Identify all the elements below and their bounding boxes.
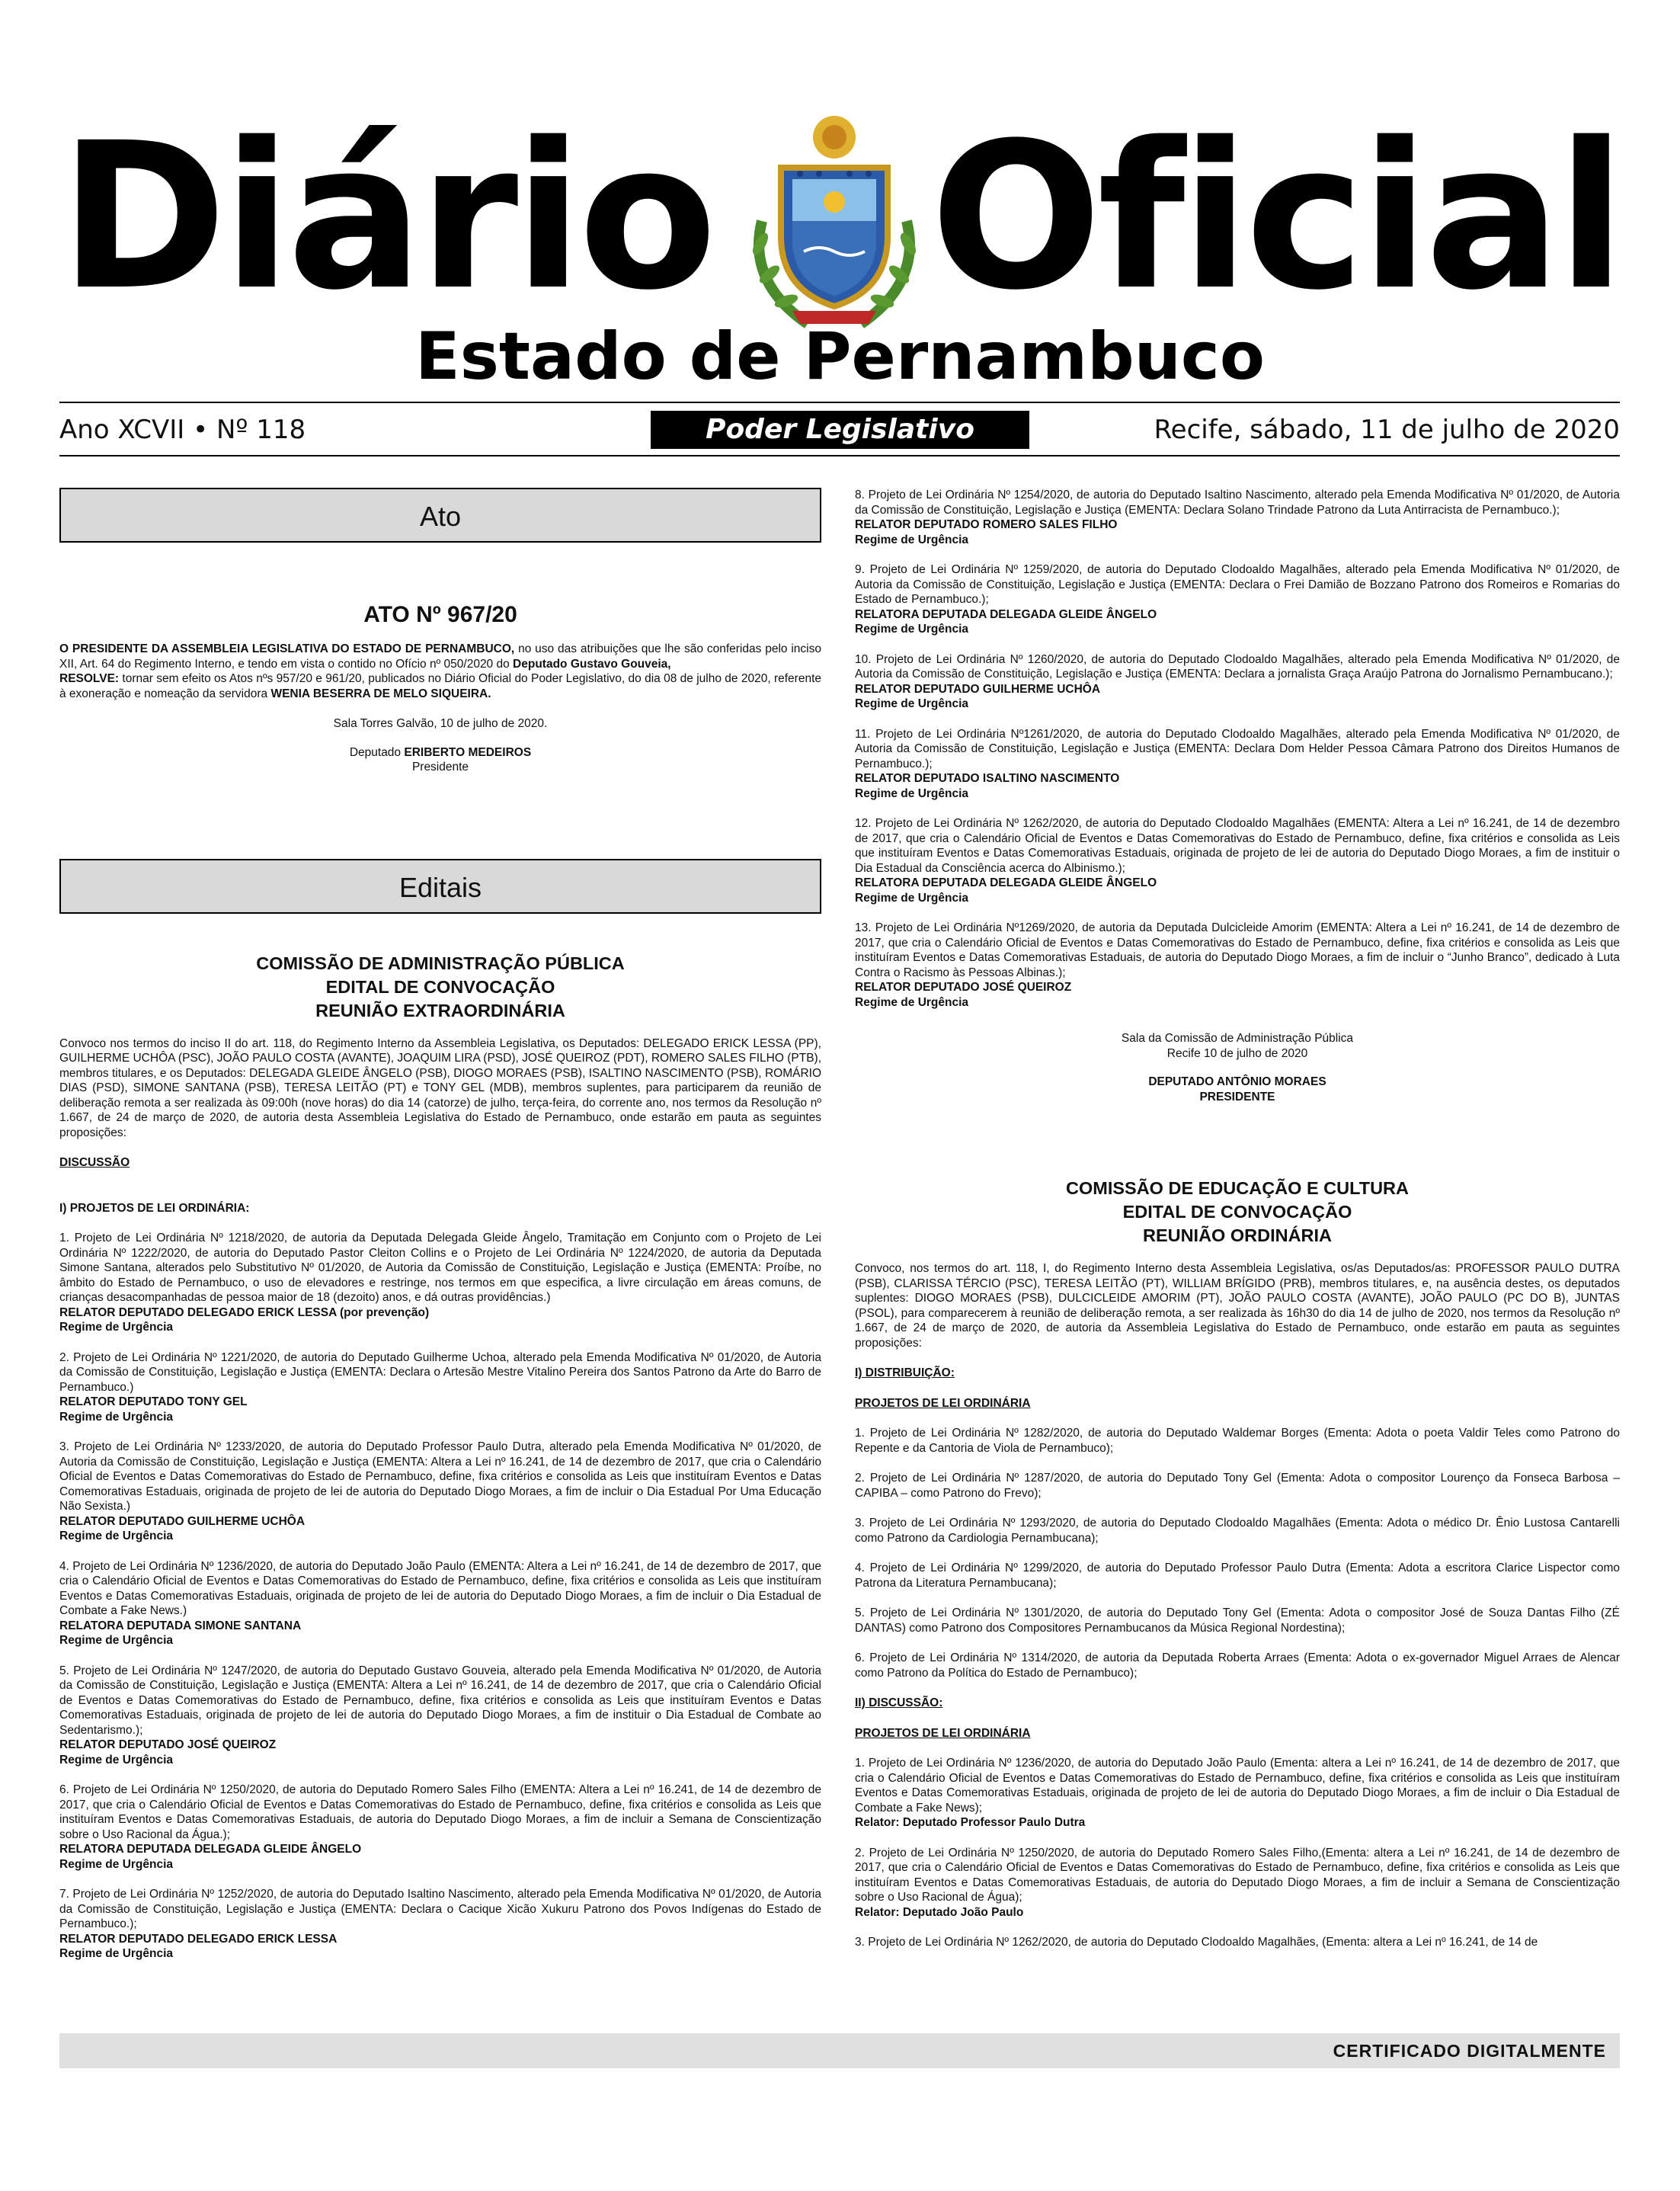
notice-title: EDITAL DE CONVOCAÇÃO [325,976,555,997]
notice-date: Recife 10 de julho de 2020 [1166,1046,1308,1060]
bill-text: 1. Projeto de Lei Ordinária Nº 1236/2020, de autoria do Deputado João Paulo (Ementa: altera a Lei nº 16.241, de 14 de dezembro de 2017, que cria o Calendário Oficial de Eventos e Datas Comemorativas do Estado de Pernambuco, define, fixa critérios e consolida as Leis que instituíram Eventos e Datas Comemorativas Estaduais, originada de projeto de lei de autoria do Deputado Diogo Moraes, a fim de incluir o Dia Estadual de Combate a Fake News); [855,1757,1620,1815]
bill-regime: Regime de Urgência [59,1634,174,1647]
bill-regime: Regime de Urgência [855,891,969,905]
bill-text: 12. Projeto de Lei Ordinária Nº 1262/2020, de autoria do Deputado Clodoaldo Magalhães (EMENTA: Altera a Lei nº 16.241, de 14 de dezembro de 2017, que cria o Calendário Oficial de Eventos e Datas Comemorativas do Estado de Pernambuco, define, fixa critérios e consolida as Leis que instituíram Eventos e Datas Comemorativas Estaduais, originada de projeto de lei de autoria do Deputado Diogo Moraes, a fim de instituir o Dia Estadual da Consciência acerca do Albinismo.); [855,817,1620,875]
bill-rapporteur: Relator: Deputado João Paulo [855,1905,1024,1919]
bill-text: 1. Projeto de Lei Ordinária Nº 1218/2020, de autoria da Deputada Delegada Gleide Ângelo, Tramitação em Conjunto com o Projeto de Lei Ordinária Nº 1222/2020, de autoria do Deputado Pastor Cleiton Collins e o Projeto de Lei Ordinária Nº 1224/2020, de autoria da Deputada Simone Santana, alterados pelo Substitutivo Nº 01/2020, de Autoria da Comissão de Constituição, Legislação e Justiça (EMENTA: Proíbe, no âmbito do Estado de Pernambuco, o uso de elevadores e restringe, nos termos em que especifica, a livre circulação em áreas comuns, de crianças desacompanhadas de pessoa maior de 18 (dezoito) anos, e dá outras providências.) [59,1232,821,1304]
bill-regime: Regime de Urgência [855,995,969,1009]
bill-rapporteur: RELATOR DEPUTADO GUILHERME UCHÔA [855,682,1101,696]
bill-item [855,562,1620,637]
act-title: ATO Nº 967/20 [363,602,517,627]
bill-item [59,1887,821,1962]
bill-regime: Regime de Urgência [59,1530,174,1542]
notice-title: EDITAL DE CONVOCAÇÃO [1122,1202,1352,1222]
bill-text: 5. Projeto de Lei Ordinária Nº 1301/2020, de autoria do Deputado Tony Gel (Ementa: Adota o compositor José de Souza Dantas Filho (ZÉ DANTAS) como Patrono dos Compositores Pernambucanos da Música Regional Nordestina); [855,1606,1620,1635]
bill-item [855,727,1620,802]
notice-title: COMISSÃO DE ADMINISTRAÇÃO PÚBLICA [256,953,625,973]
act-body-issuer: O PRESIDENTE DA ASSEMBLEIA LEGISLATIVA DO ESTADO DE PERNAMBUCO, [59,642,515,655]
notice-title: REUNIÃO EXTRAORDINÁRIA [315,1000,565,1020]
bill-item [855,1516,1620,1546]
bill-text: 4. Projeto de Lei Ordinária Nº 1236/2020, de autoria do Deputado João Paulo (EMENTA: Altera a Lei nº 16.241, de 14 de dezembro de 2017, que cria o Calendário Oficial de Eventos e Datas Comemorativas do Estado de Pernambuco, define, fixa critérios e consolida as Leis que instituíram Eventos e Datas Comemorativas Estaduais, originada de projeto de lei de autoria do Deputado Diogo Moraes, a fim de incluir o Dia Estadual de Combate a Fake News.) [59,1559,821,1617]
notice-signature-role: PRESIDENTE [1199,1090,1275,1104]
notice-distribution-heading: I) DISTRIBUIÇÃO: [855,1366,955,1379]
discussion-bill-list [855,1756,1620,1950]
bill-item [59,1783,821,1872]
bill-text: 1. Projeto de Lei Ordinária Nº 1282/2020, de autoria do Deputado Waldemar Borges (Ementa: Adota o poeta Valdir Teles como Patrono do Repente e da Cantoria de Viola de Pernambuco); [855,1427,1620,1455]
bill-rapporteur: RELATOR DEPUTADO GUILHERME UCHÔA [59,1514,306,1528]
bill-text: 3. Projeto de Lei Ordinária Nº 1293/2020, de autoria do Deputado Clodoaldo Magalhães (Ementa: Adota o médico Dr. Ênio Lustosa Cantarelli como Patrono da Cardiologia Pernambucana); [855,1517,1620,1545]
bill-item [855,488,1620,547]
bill-regime: Regime de Urgência [855,697,969,710]
act-signature-role: Presidente [411,761,469,774]
notice-body-text: Convoco, nos termos do art. 118, I, do Regimento Interno desta Assembleia Legislativa, os/as Deputados/as: PROFESSOR PAULO DUTRA (PSB), CLARISSA TÉRCIO (PSC), TERESA LEITÃO (PT), WILLIAM BRÍGIDO (PRB), membros titulares, e, na ausência destes, os deputados suplentes: DIOGO MORAES (PSB), DULCICLEIDE AMORIM (PT), JOÃO PAULO COSTA (AVANTE), JOÃO PAULO (PC DO B), JUNTAS (PSOL), para comparecerem à reunião de deliberação remota, a ser realizada às 16h30 do dia 14 de julho de 2020 [855,1262,1620,1320]
notice-discussion-heading: DISCUSSÃO [59,1156,130,1169]
publication-date: Recife, sábado, 11 de julho de 2020 [1154,415,1620,445]
bill-item [855,1651,1620,1680]
bill-item [59,1231,821,1335]
act-signature [59,745,821,761]
right-column [855,488,1620,1965]
act-signature-name: ERIBERTO MEDEIROS [404,745,532,759]
bill-rapporteur: RELATOR DEPUTADO JOSÉ QUEIROZ [59,1738,277,1751]
act-signature-title: Deputado [349,745,405,759]
bill-item [855,1606,1620,1635]
bill-text: 13. Projeto de Lei Ordinária Nº1269/2020, de autoria da Deputada Dulcicleide Amorim (EMENTA: Altera a Lei nº 16.241, de 14 de dezembro de 2017, que cria o Calendário Oficial de Eventos e Datas Comemorativas do Estado de Pernambuco, define, fixa critérios e consolida as Leis que instituíram Eventos e Datas Comemorativas Estaduais, de autoria do Deputado Diogo Moraes, a fim de incluir o “Junho Branco”, dedicado à Luta Contra o Racismo às Pessoas Albinas.); [855,921,1620,979]
act-body [59,642,821,701]
bill-rapporteur: RELATOR DEPUTADO JOSÉ QUEIROZ [855,981,1072,994]
bill-item [855,921,1620,1010]
section-badge: Poder Legislativo [651,411,1029,449]
notice-signature-name: DEPUTADO ANTÔNIO MORAES [1148,1075,1326,1088]
bill-rapporteur: RELATOR DEPUTADO TONY GEL [59,1395,248,1408]
notice-projects-heading: PROJETOS DE LEI ORDINÁRIA [855,1726,1031,1740]
bill-rapporteur: RELATOR DEPUTADO DELEGADO ERICK LESSA [59,1932,338,1946]
right-bill-list [855,488,1620,1010]
act-body-text: no uso das atribuições que lhe são conferidas pelo inciso XII, Art. 64 do Regimento Interno, e tendo em vista o contido no Ofício nº 050/2020 do [59,642,821,671]
bill-text: 3. Projeto de Lei Ordinária Nº 1233/2020, de autoria do Deputado Professor Paulo Dutra, alterado pela Emenda Modificativa Nº 01/2020, de Autoria da Comissão de Constituição, Legislação e Justiça (EMENTA: Altera a Lei nº 16.241, de 14 de dezembro de 2017, que cria o Calendário Oficial de Eventos e Datas Comemorativas do Estado de Pernambuco, define, fixa critérios e consolida as Leis que instituíram Eventos e Datas Comemorativas Estaduais, originada de projeto de lei de autoria do Deputado Diogo Moraes, a fim de incluir o Dia Estadual Por Uma Educação Não Sexista.) [59,1440,821,1513]
bill-text: 11. Projeto de Lei Ordinária Nº1261/2020, de autoria do Deputado Clodoaldo Magalhães, alterado pela Emenda Modificativa Nº 01/2020, de Autoria da Comissão de Constituição, Legislação e Justiça (EMENTA: Declara Dom Helder Pessoa Câmara Patrono dos Direitos Humanos de Pernambuco.); [855,727,1620,770]
bill-rapporteur: RELATORA DEPUTADA DELEGADA GLEIDE ÂNGELO [855,876,1157,889]
bill-text: 5. Projeto de Lei Ordinária Nº 1247/2020, de autoria do Deputado Gustavo Gouveia, alterado pela Emenda Modificativa Nº 01/2020, de Autoria da Comissão de Constituição, Legislação e Justiça (EMENTA: Altera a Lei nº 16.241, de 14 de dezembro de 2017, que cria o Calendário Oficial de Eventos e Datas Comemorativas do Estado de Pernambuco, define, fixa critérios e consolida as Leis que instituíram Eventos e Datas Comemorativas Estaduais, originada de projeto de lei de autoria do Deputado Diogo Moraes, a fim de instituir o Dia Estadual de Combate ao Sedentarismo.); [59,1664,821,1737]
bill-item [59,1440,821,1544]
bill-item [59,1350,821,1425]
footer-bar [59,2033,1620,2068]
bill-rapporteur: RELATORA DEPUTADA DELEGADA GLEIDE ÂNGELO [59,1843,362,1856]
bill-item [855,1935,1620,1950]
bill-text: 7. Projeto de Lei Ordinária Nº 1252/2020, de autoria do Deputado Isaltino Nascimento, alterado pela Emenda Modificativa Nº 01/2020, de Autoria da Comissão de Constituição, Legislação e Justiça (EMENTA: Declara o Cacique Xicão Xukuru Patrono dos Povos Indígenas do Estado de Pernambuco.); [59,1888,821,1930]
bill-regime: Regime de Urgência [59,1947,174,1960]
notice-body: Convoco nos termos do inciso II do art. 118, do Regimento Interno da Assembleia Legislativa, os Deputados: DELEGADO ERICK LESSA (PP), GUILHERME UCHÔA (PSC), JOÃO PAULO COSTA (AVANTE), JOAQUIM LIRA (PSD), JOSÉ QUEIROZ (PDT), ROMERO SALES FILHO (PTB), membros titulares, e os Deputados: DELEGADA GLEIDE ÂNGELO (PSB), DIOGO MORAES (PSB), ISALTINO NASCIMENTO (PSB), ROMÁRIO DIAS (PSD), SIMONE SANTANA (PSB), TERESA LEITÃO (PT) e TONY GEL (MDB), membros suplentes, para participarem da reunião de deliberação remota a ser realizada às 09:00h (nove horas) do dia 14 (catorze) de julho, terça-feira, do corrente ano, nos termos da Resolução nº 1.667, de 24 de março de 2020, de autoria desta Assembleia Legislativa do Estado de Pernambuco, onde estarão em pauta as seguintes proposições: [59,1036,821,1139]
act-body-text-2: tornar sem efeito os Atos nºs 957/20 e 961/20, publicados no Diário Oficial do Poder Legislativo, do dia 08 de julho de 2020, referente à exoneração e nomeação da servidora [59,672,821,700]
notice-body [855,1261,1620,1350]
act-body-servant: WENIA BESERRA DE MELO SIQUEIRA. [270,687,491,700]
bill-regime: Regime de Urgência [59,1410,174,1424]
masthead-title-right: Oficial [930,100,1621,335]
act-place-date: Sala Torres Galvão, 10 de julho de 2020. [333,717,548,730]
bill-rapporteur: RELATORA DEPUTADA SIMONE SANTANA [59,1619,302,1632]
bill-regime: Regime de Urgência [59,1753,174,1767]
bill-item [855,1426,1620,1456]
bill-regime: Regime de Urgência [855,786,969,800]
bill-text: 6. Projeto de Lei Ordinária Nº 1250/2020, de autoria do Deputado Romero Sales Filho (EMENTA: Altera a Lei nº 16.241, de 14 de dezembro de 2017, que cria o Calendário Oficial de Eventos e Datas Comemorativas do Estado de Pernambuco, define, fixa critérios e consolida as Leis que instituíram Eventos e Datas Comemorativas Estaduais, de autoria do Deputado Diogo Moraes, a fim de incluir a Semana de Conscientização sobre o Uso Racional da Água.); [59,1783,821,1841]
bill-rapporteur: RELATOR DEPUTADO ROMERO SALES FILHO [855,518,1118,531]
masthead-rule-bottom [59,455,1620,456]
bill-regime: Regime de Urgência [855,623,969,636]
masthead-title [59,100,1621,335]
distribution-bill-list [855,1426,1620,1680]
bill-text: 6. Projeto de Lei Ordinária Nº 1314/2020, de autoria da Deputada Roberta Arraes (Ementa: Adota o ex-governador Miguel Arraes de Alencar como Patrono da Política do Estado de Pernambuco); [855,1651,1620,1680]
bill-text: 10. Projeto de Lei Ordinária Nº 1260/2020, de autoria do Deputado Clodoaldo Magalhães, alterado pela Emenda Modificativa Nº 01/2020, de Autoria da Comissão de Constituição, Legislação e Justiça (EMENTA: Declara a jornalista Graça Araújo Patrona do Jornalismo Pernambucano.); [855,652,1620,681]
bill-rapporteur: RELATORA DEPUTADA DELEGADA GLEIDE ÂNGELO [855,607,1157,621]
bill-text: 8. Projeto de Lei Ordinária Nº 1254/2020, de autoria do Deputado Isaltino Nascimento, alterado pela Emenda Modificativa Nº 01/2020, de Autoria da Comissão de Constituição, Legislação e Justiça (EMENTA: Declara Solano Trindade Patrono da Luta Antirracista de Pernambuco.); [855,488,1620,517]
notice-projects-heading: I) PROJETOS DE LEI ORDINÁRIA: [59,1201,250,1215]
act-body-resolve: RESOLVE: [59,672,120,685]
digital-certification-label: CERTIFICADO DIGITALMENTE [1333,2041,1606,2061]
issue-info-bar [59,408,1620,452]
section-header-editais [59,859,821,914]
notice-projects-heading: PROJETOS DE LEI ORDINÁRIA [855,1396,1031,1410]
bill-regime: Regime de Urgência [59,1321,174,1334]
bill-regime: Regime de Urgência [59,1857,174,1871]
left-bill-list [59,1231,821,1962]
bill-rapporteur: RELATOR DEPUTADO DELEGADO ERICK LESSA (por prevenção) [59,1305,430,1319]
notice-title: COMISSÃO DE EDUCAÇÃO E CULTURA [1066,1178,1409,1198]
issue-number: Ano XCVII • Nº 118 [59,415,306,445]
left-column [59,488,821,1977]
bill-item [855,652,1620,712]
bill-text: 9. Projeto de Lei Ordinária Nº 1259/2020, de autoria do Deputado Clodoaldo Magalhães, alterado pela Emenda Modificativa Nº 01/2020, de Autoria da Comissão de Constituição, Legislação e Justiça (EMENTA: Declara o Frei Damião de Bozzano Patrono dos Romeiros e Romarias do Estado de Pernambuco.); [855,563,1620,606]
section-header-label: Ato [419,501,462,532]
notice-place: Sala da Comissão de Administração Pública [1121,1032,1354,1045]
bill-rapporteur: RELATOR DEPUTADO ISALTINO NASCIMENTO [855,772,1120,785]
bill-text: 4. Projeto de Lei Ordinária Nº 1299/2020, de autoria do Deputado Professor Paulo Dutra (Ementa: Adota a escritora Clarice Lispector como Patrona da Literatura Pernambucana); [855,1562,1620,1590]
section-header-ato [59,488,821,543]
masthead-rule-top [59,402,1620,403]
notice-title: REUNIÃO ORDINÁRIA [1142,1225,1333,1245]
bill-rapporteur: Relator: Deputado Professor Paulo Dutra [855,1816,1086,1829]
bill-text: 2. Projeto de Lei Ordinária Nº 1221/2020, de autoria do Deputado Guilherme Uchoa, alterado pela Emenda Modificativa Nº 01/2020, de Autoria da Comissão de Constituição, Legislação e Justiça (EMENTA: Declara o Artesão Mestre Vitalino Pereira dos Santos Patrono da Arte do Barro de Pernambuco.) [59,1350,821,1394]
masthead-title-left: Diário [59,100,713,335]
notice-body-text-2: , nos termos da Resolução nº 1.667, de 24 de março de 2020, de autoria da Assembleia Legislativa do Estado de Pernambuco, onde estarão em pauta as seguintes proposições: [855,1306,1620,1350]
bill-item [855,1846,1620,1920]
bill-regime: Regime de Urgência [855,533,969,546]
bill-item [855,1471,1620,1501]
bill-text: 2. Projeto de Lei Ordinária Nº 1250/2020, de autoria do Deputado Romero Sales Filho,(Ementa: altera a Lei nº 16.241, de 14 de dezembro de 2017, que cria o Calendário Oficial de Eventos e Datas Comemorativas do Estado de Pernambuco, define, fixa critérios e consolida as Leis que instituíram Eventos e Datas Comemorativas Estaduais, de autoria do Deputado Diogo Moraes, a fim de incluir a Semana de Conscientização sobre o Uso Racional de Água); [855,1846,1620,1904]
bill-item [59,1559,821,1648]
bill-item [855,1561,1620,1590]
bill-item [855,816,1620,905]
bill-item [855,1756,1620,1831]
bill-text: 3. Projeto de Lei Ordinária Nº 1262/2020, de autoria do Deputado Clodoaldo Magalhães, (Ementa: altera a Lei nº 16.241, de 14 de [855,1936,1538,1949]
act-body-deputy: Deputado Gustavo Gouveia, [513,657,671,671]
notice-discussion-heading: II) DISCUSSÃO: [855,1696,943,1709]
pernambuco-coat-of-arms-icon [739,107,930,335]
masthead-subtitle: Estado de Pernambuco [415,319,1265,395]
section-header-label: Editais [398,871,482,903]
bill-item [59,1664,821,1768]
bill-text: 2. Projeto de Lei Ordinária Nº 1287/2020, de autoria do Deputado Tony Gel (Ementa: Adota o compositor Lourenço da Fonseca Barbosa – CAPIBA – como Patrono do Frevo); [855,1472,1620,1500]
